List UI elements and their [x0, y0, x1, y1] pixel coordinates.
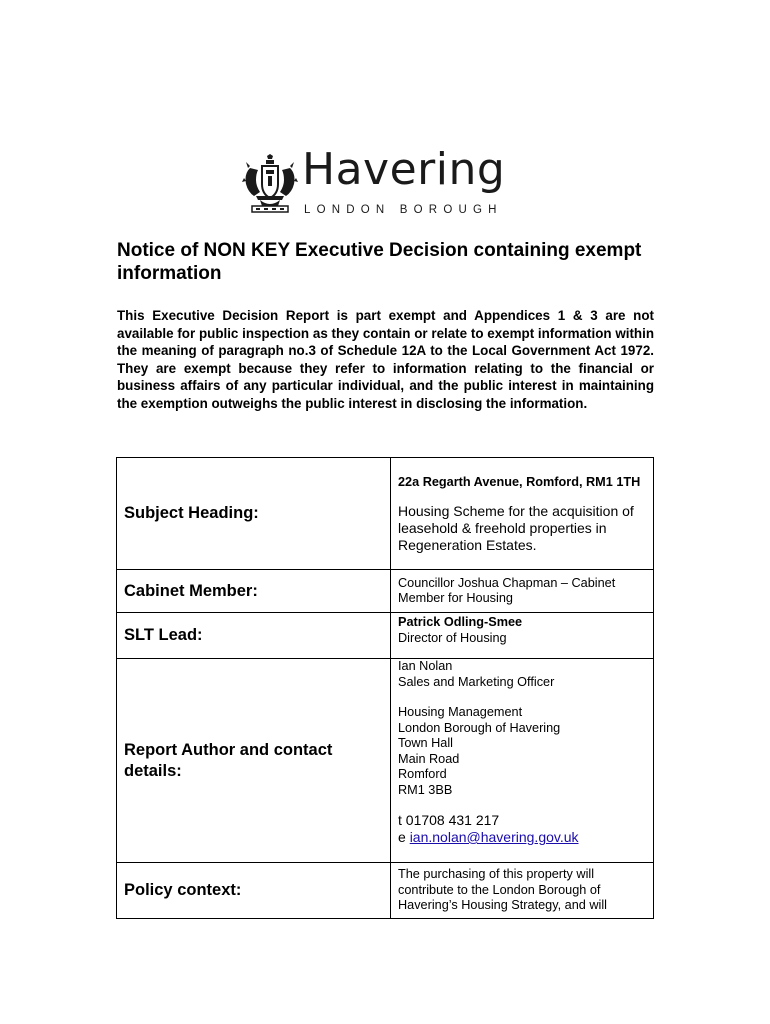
logo-wordmark: Havering — [302, 144, 506, 195]
table-row — [117, 613, 654, 659]
subject-address: 22a Regarth Avenue, Romford, RM1 1TH — [398, 475, 641, 489]
subject-heading-label: Subject Heading: — [117, 458, 391, 570]
logo-subtitle: LONDON BOROUGH — [304, 204, 503, 216]
table-row — [117, 659, 654, 863]
author-name: Ian Nolan — [398, 659, 453, 673]
table-row — [117, 863, 654, 919]
subject-description: Housing Scheme for the acquisition of leasehold & freehold properties in Regeneration Estates. — [398, 502, 634, 553]
cabinet-member-label: Cabinet Member: — [117, 570, 391, 613]
report-author-value — [391, 659, 654, 863]
borough-crest-icon — [242, 154, 298, 218]
slt-lead-role: Director of Housing — [398, 630, 507, 645]
author-address-line: Romford — [398, 767, 447, 781]
author-address-line: RM1 3BB — [398, 782, 453, 797]
author-email-line — [398, 829, 647, 846]
cabinet-member-value: Councillor Joshua Chapman – Cabinet Member for Housing — [391, 570, 654, 613]
exempt-notice: This Executive Decision Report is part exempt and Appendices 1 & 3 are not available for public inspection as they contain or relate to exempt information within the meaning of paragraph no.3 of Schedule 12A to the Local Government Act 1972. They are exempt because they refer to information relating to the financial or business affairs of any particular individual, and the public interest in maintaining the exemption outweighs the public interest in disclosing the information. — [117, 308, 654, 411]
slt-lead-name: Patrick Odling-Smee — [398, 615, 523, 629]
policy-context-label: Policy context: — [117, 863, 391, 919]
author-email-link[interactable]: ian.nolan@havering.gov.uk — [409, 829, 579, 845]
author-address-line: Town Hall — [398, 736, 453, 750]
decision-details-table — [116, 457, 654, 919]
author-address-line: Main Road — [398, 751, 460, 766]
author-address-line: London Borough of Havering — [398, 720, 561, 735]
slt-lead-label: SLT Lead: — [117, 613, 391, 659]
author-role: Sales and Marketing Officer — [398, 674, 555, 689]
subject-heading-value — [391, 458, 654, 570]
page-title: Notice of NON KEY Executive Decision containing exempt information — [117, 240, 642, 284]
slt-lead-value — [391, 613, 654, 659]
policy-context-value: The purchasing of this property will contribute to the London Borough of Havering’s Housing Strategy, and will — [391, 863, 654, 919]
author-address-line: Housing Management — [398, 705, 523, 719]
table-row — [117, 458, 654, 570]
report-author-label: Report Author and contact details: — [117, 659, 391, 863]
email-prefix: e — [398, 829, 410, 845]
havering-logo — [242, 144, 532, 222]
table-row — [117, 570, 654, 613]
author-phone: t 01708 431 217 — [398, 812, 500, 828]
